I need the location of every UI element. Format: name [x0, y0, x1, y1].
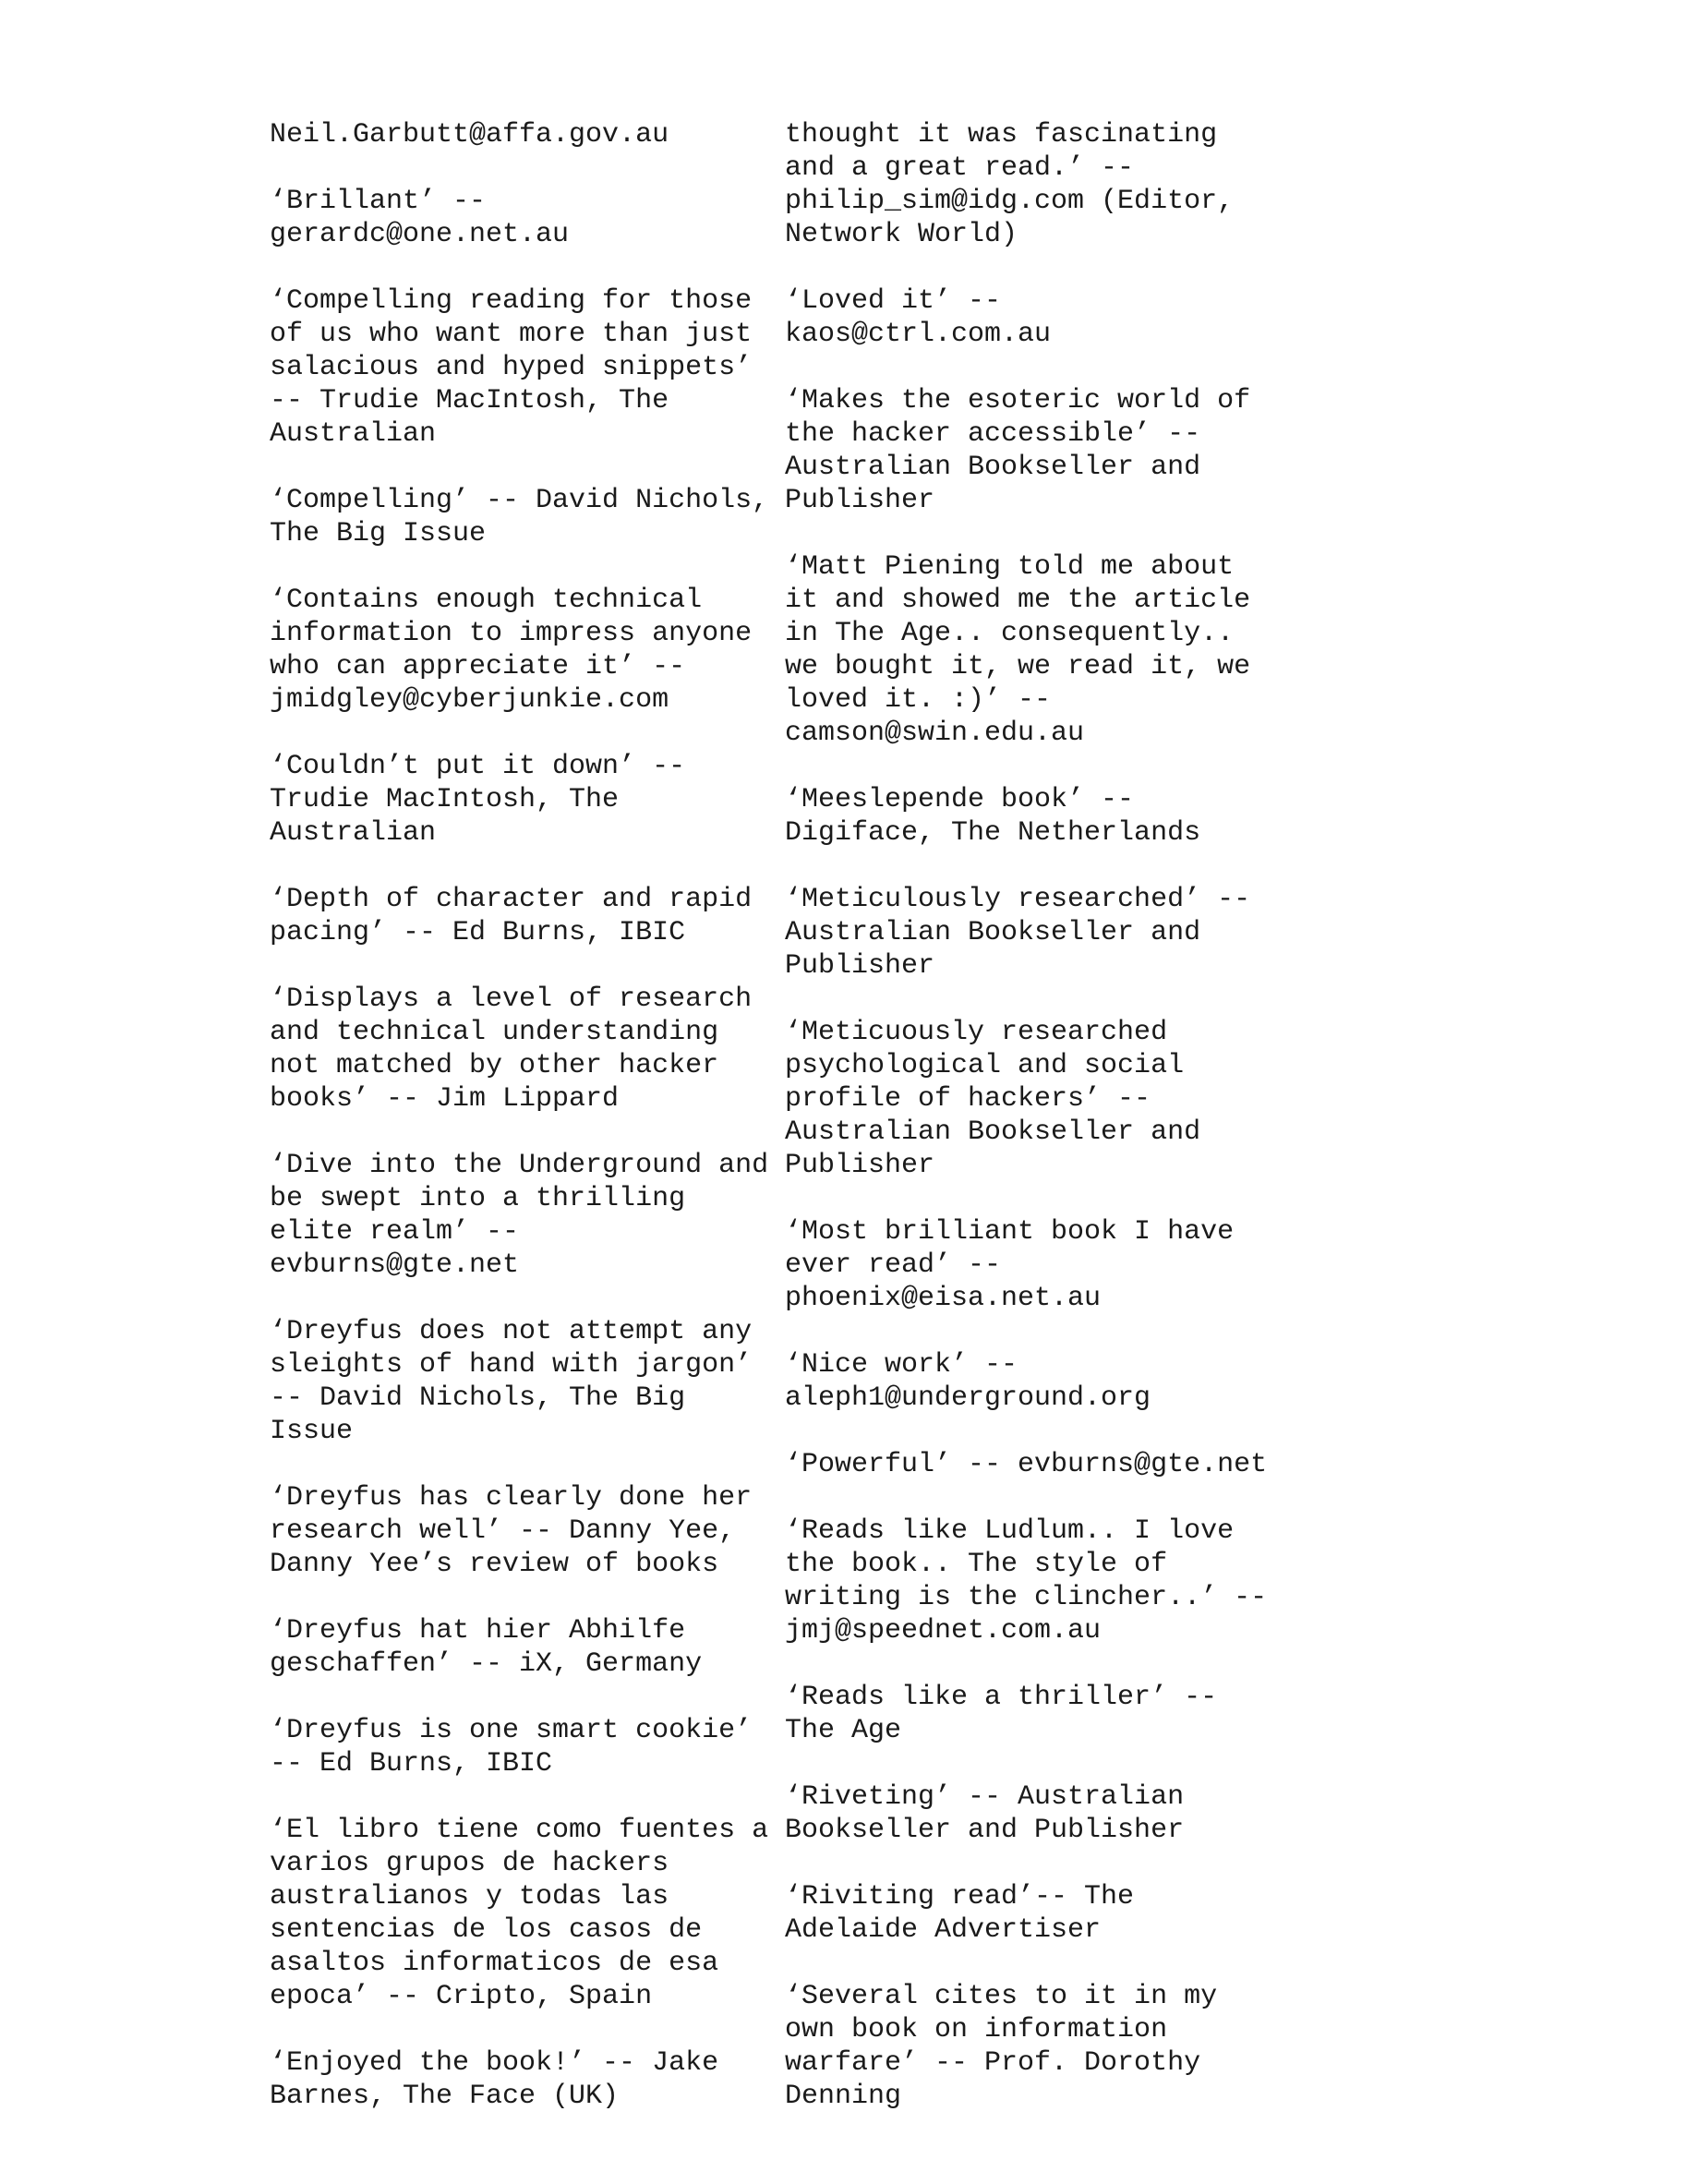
text-line [785, 351, 1283, 384]
text-line [785, 1415, 1283, 1448]
text-line: ‘Contains enough technical [270, 585, 703, 616]
left-column [270, 118, 768, 2113]
text-line: ‘Loved it’ -- [785, 285, 1002, 317]
text-line: ‘Reads like Ludlum.. I love [785, 1515, 1235, 1547]
text-line: Neil.Garbutt@affa.gov.au [270, 119, 669, 151]
text-line: in The Age.. consequently.. [785, 618, 1235, 649]
text-line: ‘Brillant’ -- [270, 186, 487, 217]
text-line: we bought it, we read it, we [785, 651, 1251, 682]
text-line: Publisher [785, 485, 935, 516]
text-line: ‘Nice work’ -- [785, 1349, 1018, 1381]
text-line: Issue [270, 1416, 354, 1447]
text-line: ‘Matt Piening told me about [785, 551, 1235, 583]
text-line: it and showed me the article [785, 585, 1251, 616]
text-line: and a great read.’ -- [785, 152, 1135, 184]
text-line: ‘Compelling’ -- David Nichols, [270, 485, 769, 516]
text-line: -- Trudie MacIntosh, The [270, 385, 669, 416]
text-line: Network World) [785, 219, 1018, 250]
text-line: ‘El libro tiene como fuentes a [270, 1815, 769, 1846]
text-line: ‘Several cites to it in my [785, 1981, 1218, 2012]
text-line [785, 251, 1283, 284]
text-line: salacious and hyped snippets’ [270, 352, 753, 383]
text-line [270, 949, 768, 983]
text-line: asaltos informaticos de esa [270, 1948, 719, 1979]
text-line: ‘Makes the esoteric world of [785, 385, 1251, 416]
text-line: The Age [785, 1715, 902, 1746]
text-line: elite realm’ -- [270, 1216, 520, 1248]
text-line: sleights of hand with jargon’ [270, 1349, 753, 1381]
text-line: Digiface, The Netherlands [785, 817, 1201, 849]
text-line [785, 517, 1283, 550]
text-line [785, 1647, 1283, 1681]
text-line [270, 1116, 768, 1149]
text-line: ‘Powerful’ -- evburns@gte.net [785, 1449, 1268, 1480]
text-line: psychological and social [785, 1050, 1185, 1081]
text-line: not matched by other hacker [270, 1050, 719, 1081]
text-line: australianos y todas las [270, 1881, 669, 1913]
text-line: varios grupos de hackers [270, 1848, 669, 1879]
text-line [785, 850, 1283, 883]
text-line [785, 1747, 1283, 1780]
text-line [785, 750, 1283, 783]
text-line: ‘Meticulously researched’ -- [785, 884, 1251, 915]
text-line: ‘Couldn’t put it down’ -- [270, 751, 686, 782]
text-line: Barnes, The Face (UK) [270, 2081, 620, 2112]
text-line: -- Ed Burns, IBIC [270, 1748, 553, 1780]
text-line [270, 1681, 768, 1714]
text-line [270, 151, 768, 185]
text-line: ‘Meticuously researched [785, 1017, 1168, 1048]
text-line: thought it was fascinating [785, 119, 1218, 151]
text-line: camson@swin.edu.au [785, 718, 1085, 749]
text-line [270, 2013, 768, 2046]
text-line [270, 1581, 768, 1614]
text-line: ‘Meeslepende book’ -- [785, 784, 1135, 815]
text-line [785, 983, 1283, 1016]
text-line: Australian Bookseller and [785, 452, 1201, 483]
text-line: the hacker accessible’ -- [785, 418, 1201, 450]
text-line: Adelaide Advertiser [785, 1914, 1102, 1946]
text-line: ‘Depth of character and rapid [270, 884, 753, 915]
text-line [785, 1182, 1283, 1215]
text-line: Danny Yee’s review of books [270, 1549, 719, 1580]
text-line [785, 1847, 1283, 1880]
text-line: ‘Displays a level of research [270, 983, 753, 1015]
text-line: ‘Compelling reading for those [270, 285, 753, 317]
text-line: research well’ -- Danny Yee, [270, 1515, 736, 1547]
text-line: evburns@gte.net [270, 1249, 520, 1281]
text-line: of us who want more than just [270, 319, 753, 350]
text-line: ‘Dreyfus does not attempt any [270, 1316, 753, 1347]
text-line: jmidgley@cyberjunkie.com [270, 684, 669, 716]
text-line: sentencias de los casos de [270, 1914, 703, 1946]
text-line: Denning [785, 2081, 902, 2112]
text-line: books’ -- Jim Lippard [270, 1083, 620, 1115]
text-line: Australian [270, 418, 437, 450]
text-line: and technical understanding [270, 1017, 719, 1048]
text-line: ‘Dreyfus has clearly done her [270, 1482, 753, 1514]
text-line: Australian [270, 817, 437, 849]
text-line: Australian Bookseller and [785, 1116, 1201, 1148]
text-line: ‘Dreyfus is one smart cookie’ [270, 1715, 753, 1746]
text-line [270, 1448, 768, 1481]
text-line: ‘Enjoyed the book!’ -- Jake [270, 2047, 719, 2079]
text-line: loved it. :)’ -- [785, 684, 1052, 716]
text-line: ‘Reads like a thriller’ -- [785, 1682, 1218, 1713]
text-line [270, 251, 768, 284]
text-line: ‘Riveting’ -- Australian [785, 1781, 1185, 1813]
text-line: ‘Riviting read’-- The [785, 1881, 1135, 1913]
text-line: phoenix@eisa.net.au [785, 1283, 1102, 1314]
text-line [270, 451, 768, 484]
text-line: Publisher [785, 950, 935, 982]
right-column [785, 118, 1283, 2113]
text-line: own book on information [785, 2014, 1168, 2045]
text-line [270, 717, 768, 750]
text-line: jmj@speednet.com.au [785, 1615, 1102, 1647]
text-line [270, 550, 768, 584]
text-line: Australian Bookseller and [785, 917, 1201, 948]
text-line: The Big Issue [270, 518, 487, 549]
text-line: warfare’ -- Prof. Dorothy [785, 2047, 1201, 2079]
text-line: kaos@ctrl.com.au [785, 319, 1052, 350]
text-line: geschaffen’ -- iX, Germany [270, 1648, 703, 1680]
text-line [785, 1947, 1283, 1980]
text-line: -- David Nichols, The Big [270, 1382, 686, 1414]
text-line: ever read’ -- [785, 1249, 1002, 1281]
text-line [785, 1315, 1283, 1348]
text-line [785, 1481, 1283, 1514]
text-line: pacing’ -- Ed Burns, IBIC [270, 917, 686, 948]
text-line: writing is the clincher..’ -- [785, 1582, 1268, 1613]
text-line: epoca’ -- Cripto, Spain [270, 1981, 653, 2012]
text-line: who can appreciate it’ -- [270, 651, 686, 682]
text-line [270, 1282, 768, 1315]
text-line: ‘Dreyfus hat hier Abhilfe [270, 1615, 686, 1647]
text-line [270, 1780, 768, 1814]
text-line: Publisher [785, 1150, 935, 1181]
text-line: ‘Dive into the Underground and [270, 1150, 769, 1181]
text-line: information to impress anyone [270, 618, 753, 649]
text-line: the book.. The style of [785, 1549, 1168, 1580]
text-line: ‘Most brilliant book I have [785, 1216, 1235, 1248]
text-line: profile of hackers’ -- [785, 1083, 1151, 1115]
text-line: philip_sim@idg.com (Editor, [785, 186, 1235, 217]
text-line: Trudie MacIntosh, The [270, 784, 620, 815]
text-line: Bookseller and Publisher [785, 1815, 1185, 1846]
text-line: be swept into a thrilling [270, 1183, 686, 1214]
text-line: gerardc@one.net.au [270, 219, 570, 250]
text-line: aleph1@underground.org [785, 1382, 1151, 1414]
text-line [270, 850, 768, 883]
